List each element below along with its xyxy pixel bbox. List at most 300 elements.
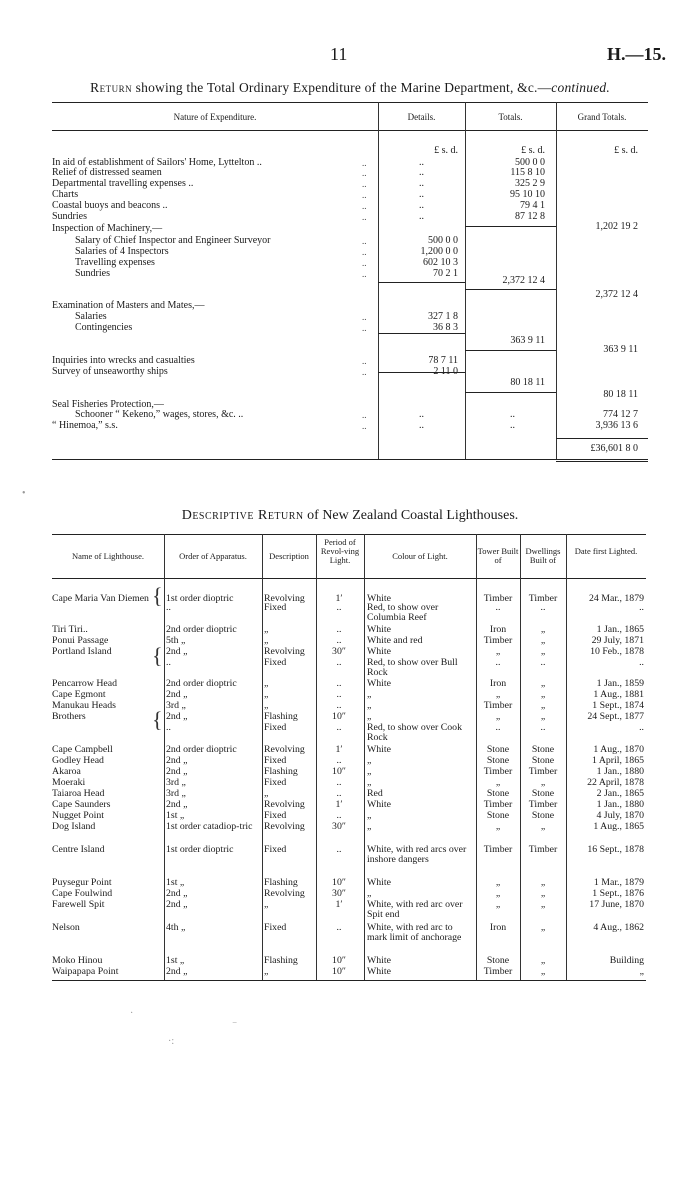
expenditure-label: Sundries bbox=[75, 268, 110, 279]
light-description: Revolving bbox=[264, 593, 305, 604]
lighthouse-name: Waipapapa Point bbox=[52, 966, 119, 977]
dwellings-material: Timber bbox=[528, 593, 558, 604]
order-of-apparatus: 3rd „ bbox=[166, 700, 186, 711]
tower-material: Stone bbox=[486, 755, 510, 766]
light-colour: White bbox=[367, 955, 391, 966]
subtotal-rule bbox=[465, 289, 556, 290]
dwellings-material: Stone bbox=[531, 810, 555, 821]
lighthouse-name: Godley Head bbox=[52, 755, 104, 766]
order-of-apparatus: 5th „ bbox=[166, 635, 186, 646]
tower-material: „ bbox=[495, 821, 501, 832]
tower-material: Timber bbox=[483, 966, 513, 977]
expenditure-label: Inspection of Machinery,— bbox=[52, 223, 163, 234]
revolving-period: 10″ bbox=[332, 877, 346, 888]
light-colour: Red, to show over Bull Rock bbox=[367, 657, 458, 678]
dwellings-material: „ bbox=[540, 646, 546, 657]
dwellings-material: „ bbox=[540, 678, 546, 689]
table2-bottom-rule bbox=[52, 980, 646, 981]
details-value: 78 7 11 bbox=[428, 355, 458, 366]
total-inquiry: 80 18 11 bbox=[510, 377, 545, 388]
order-of-apparatus: 1st „ bbox=[166, 877, 185, 888]
date-first-lighted: 2 Jan., 1865 bbox=[596, 788, 644, 799]
light-description: „ bbox=[264, 966, 269, 977]
leader-dots: .. bbox=[362, 236, 367, 246]
col-description-header: Description bbox=[269, 551, 309, 561]
expenditure-label: “ Hinemoa,” s.s. bbox=[52, 420, 118, 431]
tower-material: Stone bbox=[486, 955, 510, 966]
dwellings-material: „ bbox=[540, 635, 546, 646]
date-first-lighted: 29 July, 1871 bbox=[591, 635, 644, 646]
dwellings-material: „ bbox=[540, 877, 546, 888]
light-colour: Red, to show over Cook Rock bbox=[367, 722, 462, 743]
light-description: Revolving bbox=[264, 799, 305, 810]
col-totals-header: Totals. bbox=[498, 112, 523, 122]
tower-material: Iron bbox=[489, 624, 507, 635]
light-colour: White bbox=[367, 744, 391, 755]
table2-col-divider bbox=[364, 534, 365, 980]
col-tower-header: Tower Built of bbox=[477, 546, 519, 565]
tower-material: Timber bbox=[483, 700, 513, 711]
details-value: .. bbox=[419, 211, 424, 222]
leader-dots: .. bbox=[362, 179, 367, 189]
revolving-period: 1′ bbox=[335, 593, 343, 604]
revolving-period: .. bbox=[336, 777, 342, 788]
lighthouse-name: Farewell Spit bbox=[52, 899, 105, 910]
tower-material: „ bbox=[495, 646, 501, 657]
tower-material: Stone bbox=[486, 788, 510, 799]
light-colour: „ bbox=[367, 821, 372, 832]
lighthouse-name: Nugget Point bbox=[52, 810, 104, 821]
date-first-lighted: 1 Aug., 1881 bbox=[593, 689, 644, 700]
light-colour: White and red bbox=[367, 635, 423, 646]
details-value: .. bbox=[419, 409, 424, 420]
tower-material: Timber bbox=[483, 635, 513, 646]
light-description: Flashing bbox=[264, 711, 298, 722]
revolving-period: 30″ bbox=[332, 646, 346, 657]
light-description: „ bbox=[264, 788, 269, 799]
details-value: 500 0 0 bbox=[428, 235, 458, 246]
lighthouse-name: Cape Egmont bbox=[52, 689, 106, 700]
details-value: 36 8 3 bbox=[433, 322, 458, 333]
order-of-apparatus: 2nd „ bbox=[166, 755, 188, 766]
light-colour: White bbox=[367, 624, 391, 635]
leader-dots: .. bbox=[362, 410, 367, 420]
leader-dots: .. bbox=[362, 158, 367, 168]
expenditure-label: Departmental travelling expenses .. bbox=[52, 178, 194, 189]
col-nature-header: Nature of Expenditure. bbox=[173, 112, 257, 122]
totals-value: 325 2 9 bbox=[515, 178, 545, 189]
revolving-period: .. bbox=[336, 844, 342, 855]
lighthouse-name: Moeraki bbox=[52, 777, 86, 788]
date-first-lighted: 24 Mar., 1879 bbox=[589, 593, 644, 604]
order-of-apparatus: 2nd „ bbox=[166, 888, 188, 899]
lighthouse-name: Ponui Passage bbox=[52, 635, 109, 646]
revolving-period: .. bbox=[336, 755, 342, 766]
dwellings-material: „ bbox=[540, 821, 546, 832]
subtotal-rule bbox=[378, 333, 465, 334]
col-details-header: Details. bbox=[407, 112, 436, 122]
tower-material: Iron bbox=[489, 922, 507, 933]
tower-material: Timber bbox=[483, 799, 513, 810]
leader-dots: .. bbox=[362, 258, 367, 268]
page-number: 11 bbox=[330, 44, 348, 64]
date-first-lighted: 1 Jan., 1880 bbox=[596, 799, 644, 810]
currency-details: £ s. d. bbox=[434, 145, 458, 156]
date-first-lighted: 24 Sept., 1877 bbox=[587, 711, 644, 722]
light-colour: White bbox=[367, 877, 391, 888]
table1-header-rule bbox=[52, 130, 648, 131]
date-first-lighted: 1 Aug., 1865 bbox=[593, 821, 644, 832]
totals-value: .. bbox=[510, 420, 515, 431]
order-of-apparatus: 2nd „ bbox=[166, 966, 188, 977]
total-machinery: 2,372 12 4 bbox=[502, 275, 545, 286]
date-first-lighted: 17 June, 1870 bbox=[589, 899, 644, 910]
subtotal-rule bbox=[378, 282, 465, 283]
dwellings-material: „ bbox=[540, 624, 546, 635]
order-of-apparatus: 2nd „ bbox=[166, 689, 188, 700]
details-value: .. bbox=[419, 157, 424, 168]
order-of-apparatus: 3rd „ bbox=[166, 777, 186, 788]
leader-dots: .. bbox=[362, 201, 367, 211]
dwellings-material: .. bbox=[540, 722, 546, 733]
document-reference: H.—15. bbox=[606, 44, 666, 64]
light-description: „ bbox=[264, 624, 269, 635]
order-of-apparatus: 2nd „ bbox=[166, 646, 188, 657]
return2-title: Descriptive Return of New Zealand Coastal Lighthouses. bbox=[181, 508, 519, 523]
lighthouse-name: Cape Saunders bbox=[52, 799, 111, 810]
leader-dots: .. bbox=[362, 269, 367, 279]
tower-material: Timber bbox=[483, 766, 513, 777]
grand-double-rule bbox=[556, 461, 648, 462]
lighthouse-name: Nelson bbox=[52, 922, 80, 933]
light-colour: White, with red arcs over inshore dangers bbox=[367, 844, 467, 865]
revolving-period: 10″ bbox=[332, 966, 346, 977]
tower-material: „ bbox=[495, 777, 501, 788]
subtotal-rule bbox=[465, 226, 556, 227]
light-description: Fixed bbox=[264, 722, 287, 733]
total-exam: 363 9 11 bbox=[510, 335, 545, 346]
revolving-period: 10″ bbox=[332, 955, 346, 966]
expenditure-label: Schooner “ Kekeno,” wages, stores, &c. .. bbox=[75, 409, 244, 420]
subtotal-rule bbox=[465, 392, 556, 393]
light-colour: White, with red arc over Spit end bbox=[367, 899, 463, 920]
leader-dots: .. bbox=[362, 190, 367, 200]
grand-inquiry: 80 18 11 bbox=[603, 389, 638, 400]
dwellings-material: .. bbox=[540, 657, 546, 668]
dwellings-material: Stone bbox=[531, 744, 555, 755]
order-of-apparatus: .. bbox=[166, 657, 171, 668]
details-value: .. bbox=[419, 178, 424, 189]
light-description: „ bbox=[264, 635, 269, 646]
totals-value: 115 8 10 bbox=[510, 167, 545, 178]
expenditure-label: Charts bbox=[52, 189, 79, 200]
grand-value: 3,936 13 6 bbox=[595, 420, 638, 431]
totals-value: .. bbox=[510, 409, 515, 420]
table2-col-divider bbox=[262, 534, 263, 980]
date-first-lighted: 1 Jan., 1880 bbox=[596, 766, 644, 777]
col-dwellings-header: Dwellings Built of bbox=[525, 546, 561, 565]
revolving-period: 1′ bbox=[335, 899, 343, 910]
currency-totals: £ s. d. bbox=[521, 145, 545, 156]
tower-material: „ bbox=[495, 877, 501, 888]
grand-exam: 363 9 11 bbox=[603, 344, 638, 355]
expenditure-label: Sundries bbox=[52, 211, 87, 222]
light-description: Fixed bbox=[264, 755, 287, 766]
date-first-lighted: 1 April, 1865 bbox=[592, 755, 644, 766]
light-description: Fixed bbox=[264, 657, 287, 668]
table1-bottom-rule bbox=[52, 459, 648, 460]
currency-grand: £ s. d. bbox=[614, 145, 638, 156]
date-first-lighted: „ bbox=[639, 966, 644, 977]
date-first-lighted: 22 April, 1878 bbox=[587, 777, 644, 788]
lighthouse-name: Cape Foulwind bbox=[52, 888, 113, 899]
dwellings-material: Stone bbox=[531, 788, 555, 799]
order-of-apparatus: 4th „ bbox=[166, 922, 186, 933]
totals-value: 87 12 8 bbox=[515, 211, 545, 222]
revolving-period: .. bbox=[336, 602, 342, 613]
revolving-period: .. bbox=[336, 700, 342, 711]
order-of-apparatus: 1st order catadiop-tric bbox=[166, 821, 253, 832]
tower-material: „ bbox=[495, 711, 501, 722]
order-of-apparatus: 2nd „ bbox=[166, 711, 188, 722]
revolving-period: .. bbox=[336, 657, 342, 668]
dwellings-material: „ bbox=[540, 888, 546, 899]
tower-material: „ bbox=[495, 689, 501, 700]
date-first-lighted: Building bbox=[609, 955, 644, 966]
order-of-apparatus: 2nd order dioptric bbox=[166, 624, 237, 635]
expenditure-label: Inquiries into wrecks and casualties bbox=[52, 355, 195, 366]
date-first-lighted: 1 Jan., 1865 bbox=[596, 624, 644, 635]
revolving-period: .. bbox=[336, 922, 342, 933]
light-colour: „ bbox=[367, 888, 372, 899]
expenditure-label: Contingencies bbox=[75, 322, 133, 333]
grand-first: 1,202 19 2 bbox=[595, 221, 638, 232]
date-first-lighted: 4 July, 1870 bbox=[596, 810, 644, 821]
page-header bbox=[0, 44, 700, 68]
light-description: Fixed bbox=[264, 810, 287, 821]
col-order-header: Order of Apparatus. bbox=[179, 551, 247, 561]
subtotal-rule bbox=[378, 372, 465, 373]
lighthouse-name: Dog Island bbox=[52, 821, 96, 832]
expenditure-label: Seal Fisheries Protection,— bbox=[52, 399, 164, 410]
light-description: Flashing bbox=[264, 955, 298, 966]
date-first-lighted: .. bbox=[639, 657, 644, 668]
expenditure-label: Salaries bbox=[75, 311, 107, 322]
lighthouse-name: Tiri Tiri.. bbox=[52, 624, 88, 635]
grand-total: £36,601 8 0 bbox=[590, 443, 638, 454]
date-first-lighted: 1 Jan., 1859 bbox=[596, 678, 644, 689]
details-value: .. bbox=[419, 420, 424, 431]
revolving-period: .. bbox=[336, 635, 342, 646]
revolving-period: 1′ bbox=[335, 799, 343, 810]
table2-top-rule bbox=[52, 534, 646, 535]
leader-dots: .. bbox=[362, 312, 367, 322]
tower-material: Iron bbox=[489, 678, 507, 689]
light-colour: „ bbox=[367, 810, 372, 821]
revolving-period: 10″ bbox=[332, 711, 346, 722]
revolving-period: .. bbox=[336, 722, 342, 733]
expenditure-label: Relief of distressed seamen bbox=[52, 167, 162, 178]
expenditure-label: Examination of Masters and Mates,— bbox=[52, 300, 205, 311]
light-description: Fixed bbox=[264, 844, 287, 855]
totals-value: 95 10 10 bbox=[510, 189, 545, 200]
light-description: Revolving bbox=[264, 888, 305, 899]
expenditure-label: In aid of establishment of Sailors' Home, Lyttelton .. bbox=[52, 157, 262, 168]
order-of-apparatus: 1st order dioptric bbox=[166, 844, 234, 855]
revolving-period: 10″ bbox=[332, 766, 346, 777]
light-colour: White bbox=[367, 966, 391, 977]
dwellings-material: Timber bbox=[528, 844, 558, 855]
tower-material: .. bbox=[495, 602, 501, 613]
table2-col-divider bbox=[164, 534, 165, 980]
tower-material: Stone bbox=[486, 810, 510, 821]
order-of-apparatus: .. bbox=[166, 722, 171, 733]
revolving-period: .. bbox=[336, 678, 342, 689]
light-description: „ bbox=[264, 700, 269, 711]
expenditure-label: Salaries of 4 Inspectors bbox=[75, 246, 169, 257]
col-name-header: Name of Lighthouse. bbox=[72, 551, 144, 561]
lighthouse-name: Centre Island bbox=[52, 844, 105, 855]
group-brace: { bbox=[152, 707, 163, 732]
light-description: „ bbox=[264, 678, 269, 689]
leader-dots: .. bbox=[362, 247, 367, 257]
tower-material: .. bbox=[495, 657, 501, 668]
light-description: Flashing bbox=[264, 877, 298, 888]
lighthouse-name: Moko Hinou bbox=[52, 955, 103, 966]
leader-dots: .. bbox=[362, 421, 367, 431]
date-first-lighted: .. bbox=[639, 602, 644, 613]
order-of-apparatus: 1st order dioptric bbox=[166, 593, 234, 604]
order-of-apparatus: .. bbox=[166, 602, 171, 613]
light-description: Revolving bbox=[264, 744, 305, 755]
tower-material: Timber bbox=[483, 844, 513, 855]
group-brace: { bbox=[152, 643, 163, 668]
dwellings-material: „ bbox=[540, 966, 546, 977]
subtotal-rule bbox=[556, 438, 648, 439]
dwellings-material: „ bbox=[540, 899, 546, 910]
table1-top-rule bbox=[52, 102, 648, 103]
dwellings-material: „ bbox=[540, 711, 546, 722]
expenditure-label: Survey of unseaworthy ships bbox=[52, 366, 168, 377]
light-description: Flashing bbox=[264, 766, 298, 777]
light-description: „ bbox=[264, 689, 269, 700]
light-colour: „ bbox=[367, 711, 372, 722]
date-first-lighted: 1 Aug., 1870 bbox=[593, 744, 644, 755]
light-colour: White, with red arc to mark limit of anchorage bbox=[367, 922, 462, 943]
page-speck: ⁻ bbox=[232, 1020, 238, 1031]
expenditure-label: Salary of Chief Inspector and Engineer Surveyor bbox=[75, 235, 271, 246]
light-colour: White bbox=[367, 799, 391, 810]
dwellings-material: „ bbox=[540, 700, 546, 711]
lighthouse-name: Brothers bbox=[52, 711, 86, 722]
details-value: 327 1 8 bbox=[428, 311, 458, 322]
details-value: .. bbox=[419, 189, 424, 200]
lighthouse-name: Pencarrow Head bbox=[52, 678, 118, 689]
page-speck: · bbox=[130, 1008, 134, 1019]
grand-machinery: 2,372 12 4 bbox=[595, 289, 638, 300]
table2-header-rule bbox=[52, 578, 646, 579]
order-of-apparatus: 1st „ bbox=[166, 955, 185, 966]
light-colour: „ bbox=[367, 755, 372, 766]
details-value: .. bbox=[419, 200, 424, 211]
details-value: 602 10 3 bbox=[423, 257, 458, 268]
light-colour: „ bbox=[367, 689, 372, 700]
leader-dots: .. bbox=[362, 212, 367, 222]
light-description: „ bbox=[264, 899, 269, 910]
date-first-lighted: 16 Sept., 1878 bbox=[587, 844, 644, 855]
revolving-period: .. bbox=[336, 689, 342, 700]
order-of-apparatus: 2nd order dioptric bbox=[166, 744, 237, 755]
dwellings-material: .. bbox=[540, 602, 546, 613]
tower-material: Timber bbox=[483, 593, 513, 604]
lighthouse-name: Puysegur Point bbox=[52, 877, 112, 888]
leader-dots: .. bbox=[362, 323, 367, 333]
col-date-header: Date first Lighted. bbox=[574, 546, 638, 556]
totals-value: 500 0 0 bbox=[515, 157, 545, 168]
expenditure-label: Coastal buoys and beacons .. bbox=[52, 200, 168, 211]
page-speck: ·: bbox=[168, 1036, 175, 1047]
leader-dots: .. bbox=[362, 168, 367, 178]
grand-value: 774 12 7 bbox=[603, 409, 638, 420]
leader-dots: .. bbox=[362, 356, 367, 366]
order-of-apparatus: 2nd order dioptric bbox=[166, 678, 237, 689]
revolving-period: .. bbox=[336, 624, 342, 635]
light-colour: „ bbox=[367, 766, 372, 777]
date-first-lighted: 10 Feb., 1878 bbox=[590, 646, 644, 657]
light-colour: Red bbox=[367, 788, 383, 799]
lighthouse-name: Taiaroa Head bbox=[52, 788, 105, 799]
order-of-apparatus: 2nd „ bbox=[166, 899, 188, 910]
light-description: Fixed bbox=[264, 777, 287, 788]
date-first-lighted: 1 Sept., 1874 bbox=[592, 700, 644, 711]
order-of-apparatus: 3rd „ bbox=[166, 788, 186, 799]
return1-title: Return showing the Total Ordinary Expenditure of the Marine Department, &c.—continued. bbox=[90, 80, 610, 95]
light-colour: Red, to show over Columbia Reef bbox=[367, 602, 439, 623]
date-first-lighted: 1 Sept., 1876 bbox=[592, 888, 644, 899]
revolving-period: 30″ bbox=[332, 888, 346, 899]
dwellings-material: Timber bbox=[528, 799, 558, 810]
col-colour-header: Colour of Light. bbox=[392, 551, 448, 561]
order-of-apparatus: 1st „ bbox=[166, 810, 185, 821]
lighthouse-name: Manukau Heads bbox=[52, 700, 116, 711]
tower-material: „ bbox=[495, 899, 501, 910]
light-colour: „ bbox=[367, 700, 372, 711]
group-brace: { bbox=[152, 583, 163, 608]
light-colour: White bbox=[367, 678, 391, 689]
lighthouse-name: Portland Island bbox=[52, 646, 112, 657]
light-colour: White bbox=[367, 646, 391, 657]
light-description: Fixed bbox=[264, 922, 287, 933]
dwellings-material: „ bbox=[540, 777, 546, 788]
light-description: Fixed bbox=[264, 602, 287, 613]
revolving-period: .. bbox=[336, 788, 342, 799]
revolving-period: 1′ bbox=[335, 744, 343, 755]
lighthouse-name: Cape Maria Van Diemen bbox=[52, 593, 149, 604]
dwellings-material: „ bbox=[540, 922, 546, 933]
lighthouse-name: Akaroa bbox=[52, 766, 81, 777]
expenditure-label: Travelling expenses bbox=[75, 257, 155, 268]
tower-material: .. bbox=[495, 722, 501, 733]
dwellings-material: „ bbox=[540, 955, 546, 966]
light-description: Revolving bbox=[264, 646, 305, 657]
light-colour: White bbox=[367, 593, 391, 604]
col-grand-header: Grand Totals. bbox=[577, 112, 627, 122]
date-first-lighted: 4 Aug., 1862 bbox=[593, 922, 644, 933]
details-value: .. bbox=[419, 167, 424, 178]
subtotal-rule bbox=[465, 350, 556, 351]
date-first-lighted: 1 Mar., 1879 bbox=[593, 877, 644, 888]
dwellings-material: „ bbox=[540, 689, 546, 700]
